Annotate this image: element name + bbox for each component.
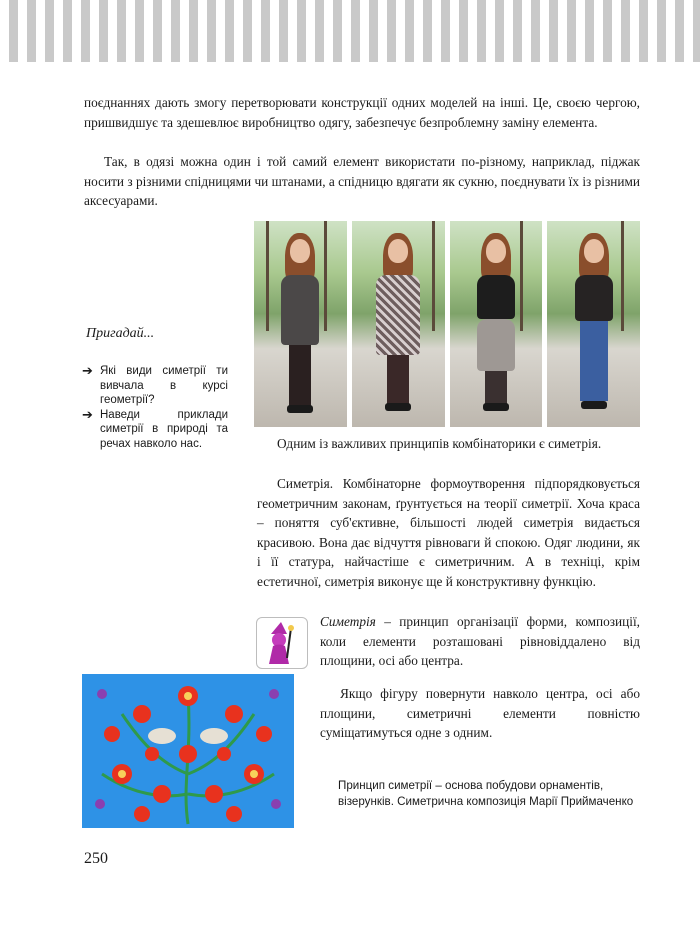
painting-caption: Принцип симетрії – основа побудови орнаментів, візерунків. Симетрична композиція Марії Приймаченко <box>338 779 634 808</box>
definition-term: Симетрія <box>320 614 376 629</box>
recall-list <box>82 364 228 451</box>
folk-painting <box>82 674 294 828</box>
paragraph-5: Якщо фігуру повернути навколо центра, осі або площини, симетричні елементи повністю суміщатимуться одне з одним. <box>320 686 640 740</box>
arrow-right-icon: ➔ <box>82 363 93 378</box>
list-item: ➔ Наведи приклади симетрії в природі та речах навколо нас. <box>82 406 228 450</box>
recall-title: Пригадай... <box>86 326 155 341</box>
photo-4 <box>547 221 640 427</box>
definition-text: – принцип організації форми, композиції, коли елементи розташовані рівновіддалено від площини, осі або центра. <box>320 614 640 668</box>
outfit-photos <box>254 221 640 427</box>
arrow-right-icon: ➔ <box>82 406 93 422</box>
paragraph-4: Симетрія. Комбінаторне формоутворення підпорядковується геометричним законам, ґрунтується на теорії симетрії. Хоча краса – поняття суб'єктивне, більшості людей симетрія видається красивою. Вона дає відчуття рівноваги й спокою. Одяг людини, як і її статура, найчастіше є симетричним. А в техніці, крім естетичної, симетрія виконує ще й конструктивну функцію. <box>257 476 640 589</box>
paragraph-2: Так, в одязі можна один і той самий елемент використати по-різному, наприклад, піджак носити з різними спідницями чи штанами, а спідницю вдягати як сукню, поєднувати їх із різними аксесуарами. <box>84 154 640 208</box>
photo-1 <box>254 221 347 427</box>
photo-3 <box>450 221 543 427</box>
wizard-icon <box>256 617 308 669</box>
list-item: ➔ Які види симетрії ти вивчала в курсі геометрії? <box>82 363 228 406</box>
paragraph-1: поєднаннях дають змогу перетворювати конструкції одних моделей на інші. Це, своєю чергою, пришвидшує та здешевлює виробництво одягу, забезпечує безпроблемну заміну елемента. <box>84 95 640 130</box>
definition <box>320 612 640 671</box>
photo-2 <box>352 221 445 427</box>
page-number: 250 <box>84 850 108 867</box>
header-stripes <box>0 0 700 62</box>
paragraph-3: Одним із важливих принципів комбінаторики є симетрія. <box>277 436 602 451</box>
